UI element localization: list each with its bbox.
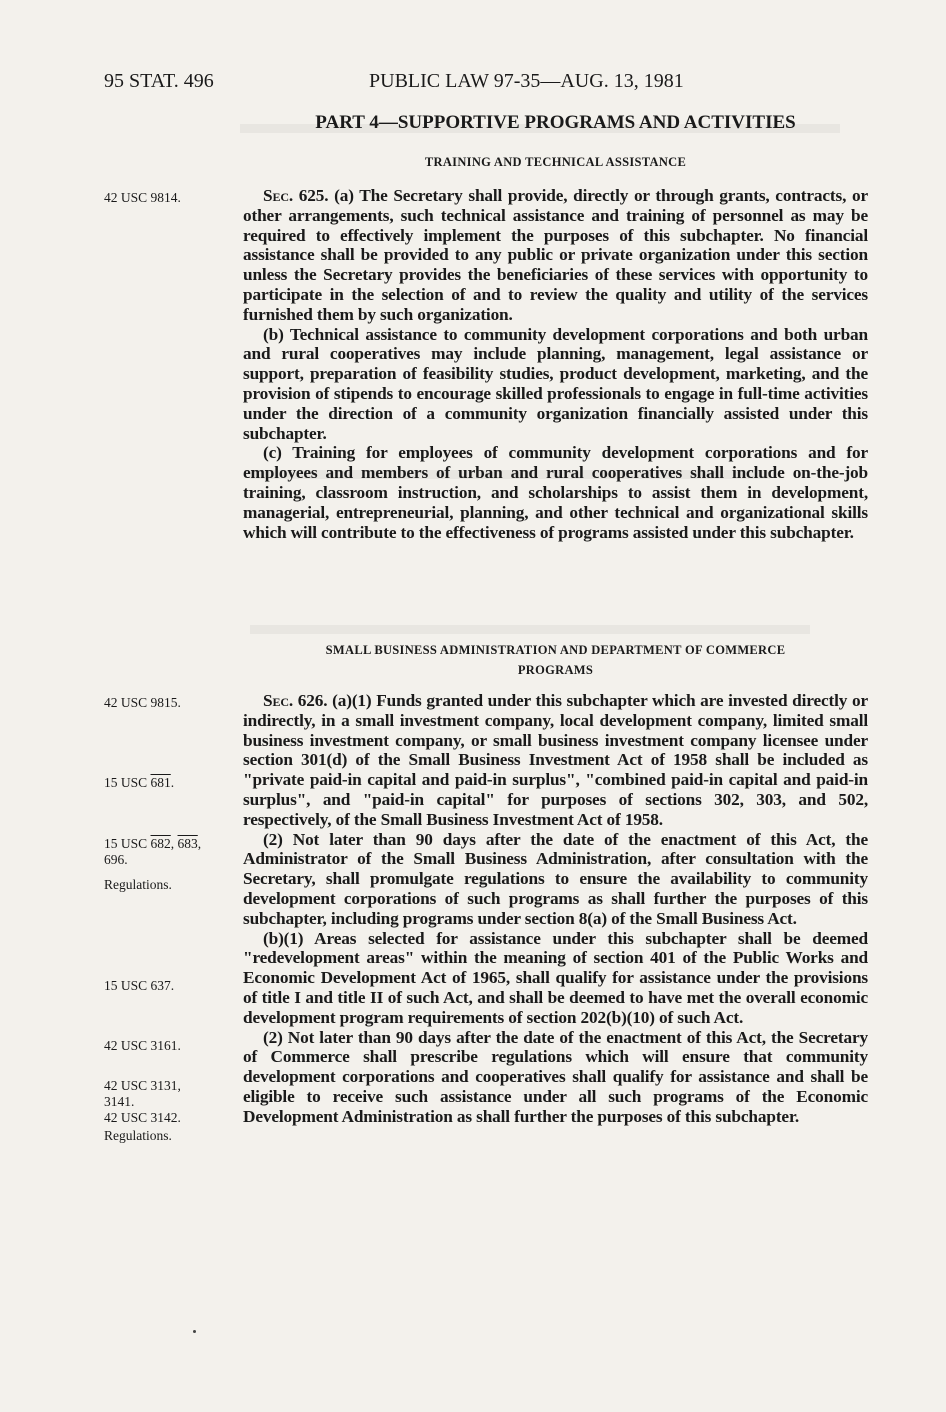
section-625-text bbox=[243, 186, 868, 542]
paragraph-text: 626. (a)(1) Funds granted under this subchapter which are invested directly or indirectly, in a small investment company, local development company, limited small business investment company, or small business investment company licensee under section 301(d) of the Small Business Investment Act of 1958 shall be included as "private paid-in capital and paid-in surplus", "combined paid-in capital and paid-in surplus", and "paid-in capital" for purposes of sections 302, 303, and 502, respectively, of the Small Business Investment Act of 1958. bbox=[243, 691, 868, 829]
paragraph bbox=[243, 691, 868, 830]
page-header bbox=[104, 66, 864, 96]
stat-page-number: 95 STAT. 496 bbox=[104, 70, 214, 92]
note-text: 682 bbox=[150, 836, 171, 851]
paragraph bbox=[243, 186, 868, 325]
margin-note-42usc9815: 42 USC 9815. bbox=[104, 695, 181, 710]
part-title: PART 4—SUPPORTIVE PROGRAMS AND ACTIVITIES bbox=[315, 112, 796, 133]
stray-mark bbox=[193, 1330, 196, 1333]
margin-note-42usc3131 bbox=[104, 1078, 229, 1110]
note-text: 15 USC bbox=[104, 836, 151, 851]
note-text: , bbox=[197, 836, 202, 851]
sec-label: Sec. bbox=[263, 186, 294, 205]
section-heading-sba bbox=[243, 640, 868, 680]
margin-note-regulations: Regulations. bbox=[104, 877, 172, 892]
note-text: , bbox=[170, 836, 178, 851]
margin-note-15usc681 bbox=[104, 775, 229, 791]
margin-note-42usc9814: 42 USC 9814. bbox=[104, 190, 181, 205]
paragraph: (b) Technical assistance to community development corporations and both urban and rural cooperatives may include planning, management, legal assistance or support, preparation of feasibility studies, product development, marketing, and the provision of stipends to encourage skilled professionals to engage in full-time activities under the direction of a community organization financially assisted under this subchapter. bbox=[243, 324, 868, 443]
bleed-through bbox=[250, 625, 810, 634]
note-line bbox=[104, 836, 229, 852]
note-text: 683 bbox=[177, 836, 198, 851]
margin-note-regulations-2: Regulations. bbox=[104, 1128, 172, 1143]
paragraph: (2) Not later than 90 days after the date of the enactment of this Act, the Administrator of the Small Business Administration, after consultation with the Secretary, shall promulgate regulations to ensure the availability to community development corporations of such programs as shall further the purposes of this subchapter, including programs under section 8(a) of the Small Business Act. bbox=[243, 829, 868, 928]
section-626-text bbox=[243, 691, 868, 1127]
paragraph-text: 625. (a) The Secretary shall provide, directly or through grants, contracts, or other arrangements, such technical assistance and training of personnel as may be required to effectively implement the purposes of this subchapter. No financial assistance shall be provided to any public or private organization under this section unless the Secretary provides the beneficiaries of these services with opportunity to participate in the selection of and to review the quality and utility of the services furnished them by such organization. bbox=[243, 186, 868, 324]
margin-note-15usc682 bbox=[104, 836, 229, 868]
note-text: . bbox=[170, 775, 175, 790]
heading-line: PROGRAMS bbox=[517, 663, 594, 677]
note-line: 696. bbox=[104, 852, 128, 867]
margin-note-42usc3142: 42 USC 3142. bbox=[104, 1110, 181, 1125]
section-heading-training: TRAINING AND TECHNICAL ASSISTANCE bbox=[424, 155, 687, 169]
paragraph: (2) Not later than 90 days after the date of the enactment of this Act, the Secretary of Commerce shall prescribe regulations which will ensure that community development corporations and cooperatives shall qualify for assistance and shall be eligible to receive such assistance under all such programs of the Economic Development Administration as shall further the purposes of this subchapter. bbox=[243, 1027, 868, 1126]
sec-label: Sec. bbox=[263, 691, 294, 710]
heading-line: SMALL BUSINESS ADMINISTRATION AND DEPARTMENT OF COMMERCE bbox=[325, 643, 786, 657]
note-line: 3141. bbox=[104, 1094, 135, 1109]
margin-note-42usc3161: 42 USC 3161. bbox=[104, 1038, 181, 1053]
margin-note-15usc637: 15 USC 637. bbox=[104, 978, 175, 993]
note-line: 42 USC 3131, bbox=[104, 1078, 181, 1093]
law-title: PUBLIC LAW 97-35—AUG. 13, 1981 bbox=[369, 70, 684, 92]
paragraph: (b)(1) Areas selected for assistance under this subchapter shall be deemed "redevelopment areas" within the meaning of section 401 of the Public Works and Economic Development Act of 1965, shall qualify for assistance under the provisions of title I and title II of such Act, and shall be deemed to have met the overall economic development program requirements of section 202(b)(10) of such Act. bbox=[243, 928, 868, 1027]
paragraph: (c) Training for employees of community development corporations and for employees and members of urban and rural cooperatives shall include on-the-job training, classroom instruction, and scholarships to assist them in development, managerial, entrepreneurial, planning, and other technical and organizational skills which will contribute to the effectiveness of programs assisted under this subchapter. bbox=[243, 443, 868, 542]
note-text: 15 USC bbox=[104, 775, 151, 790]
note-text: 681 bbox=[150, 775, 171, 790]
